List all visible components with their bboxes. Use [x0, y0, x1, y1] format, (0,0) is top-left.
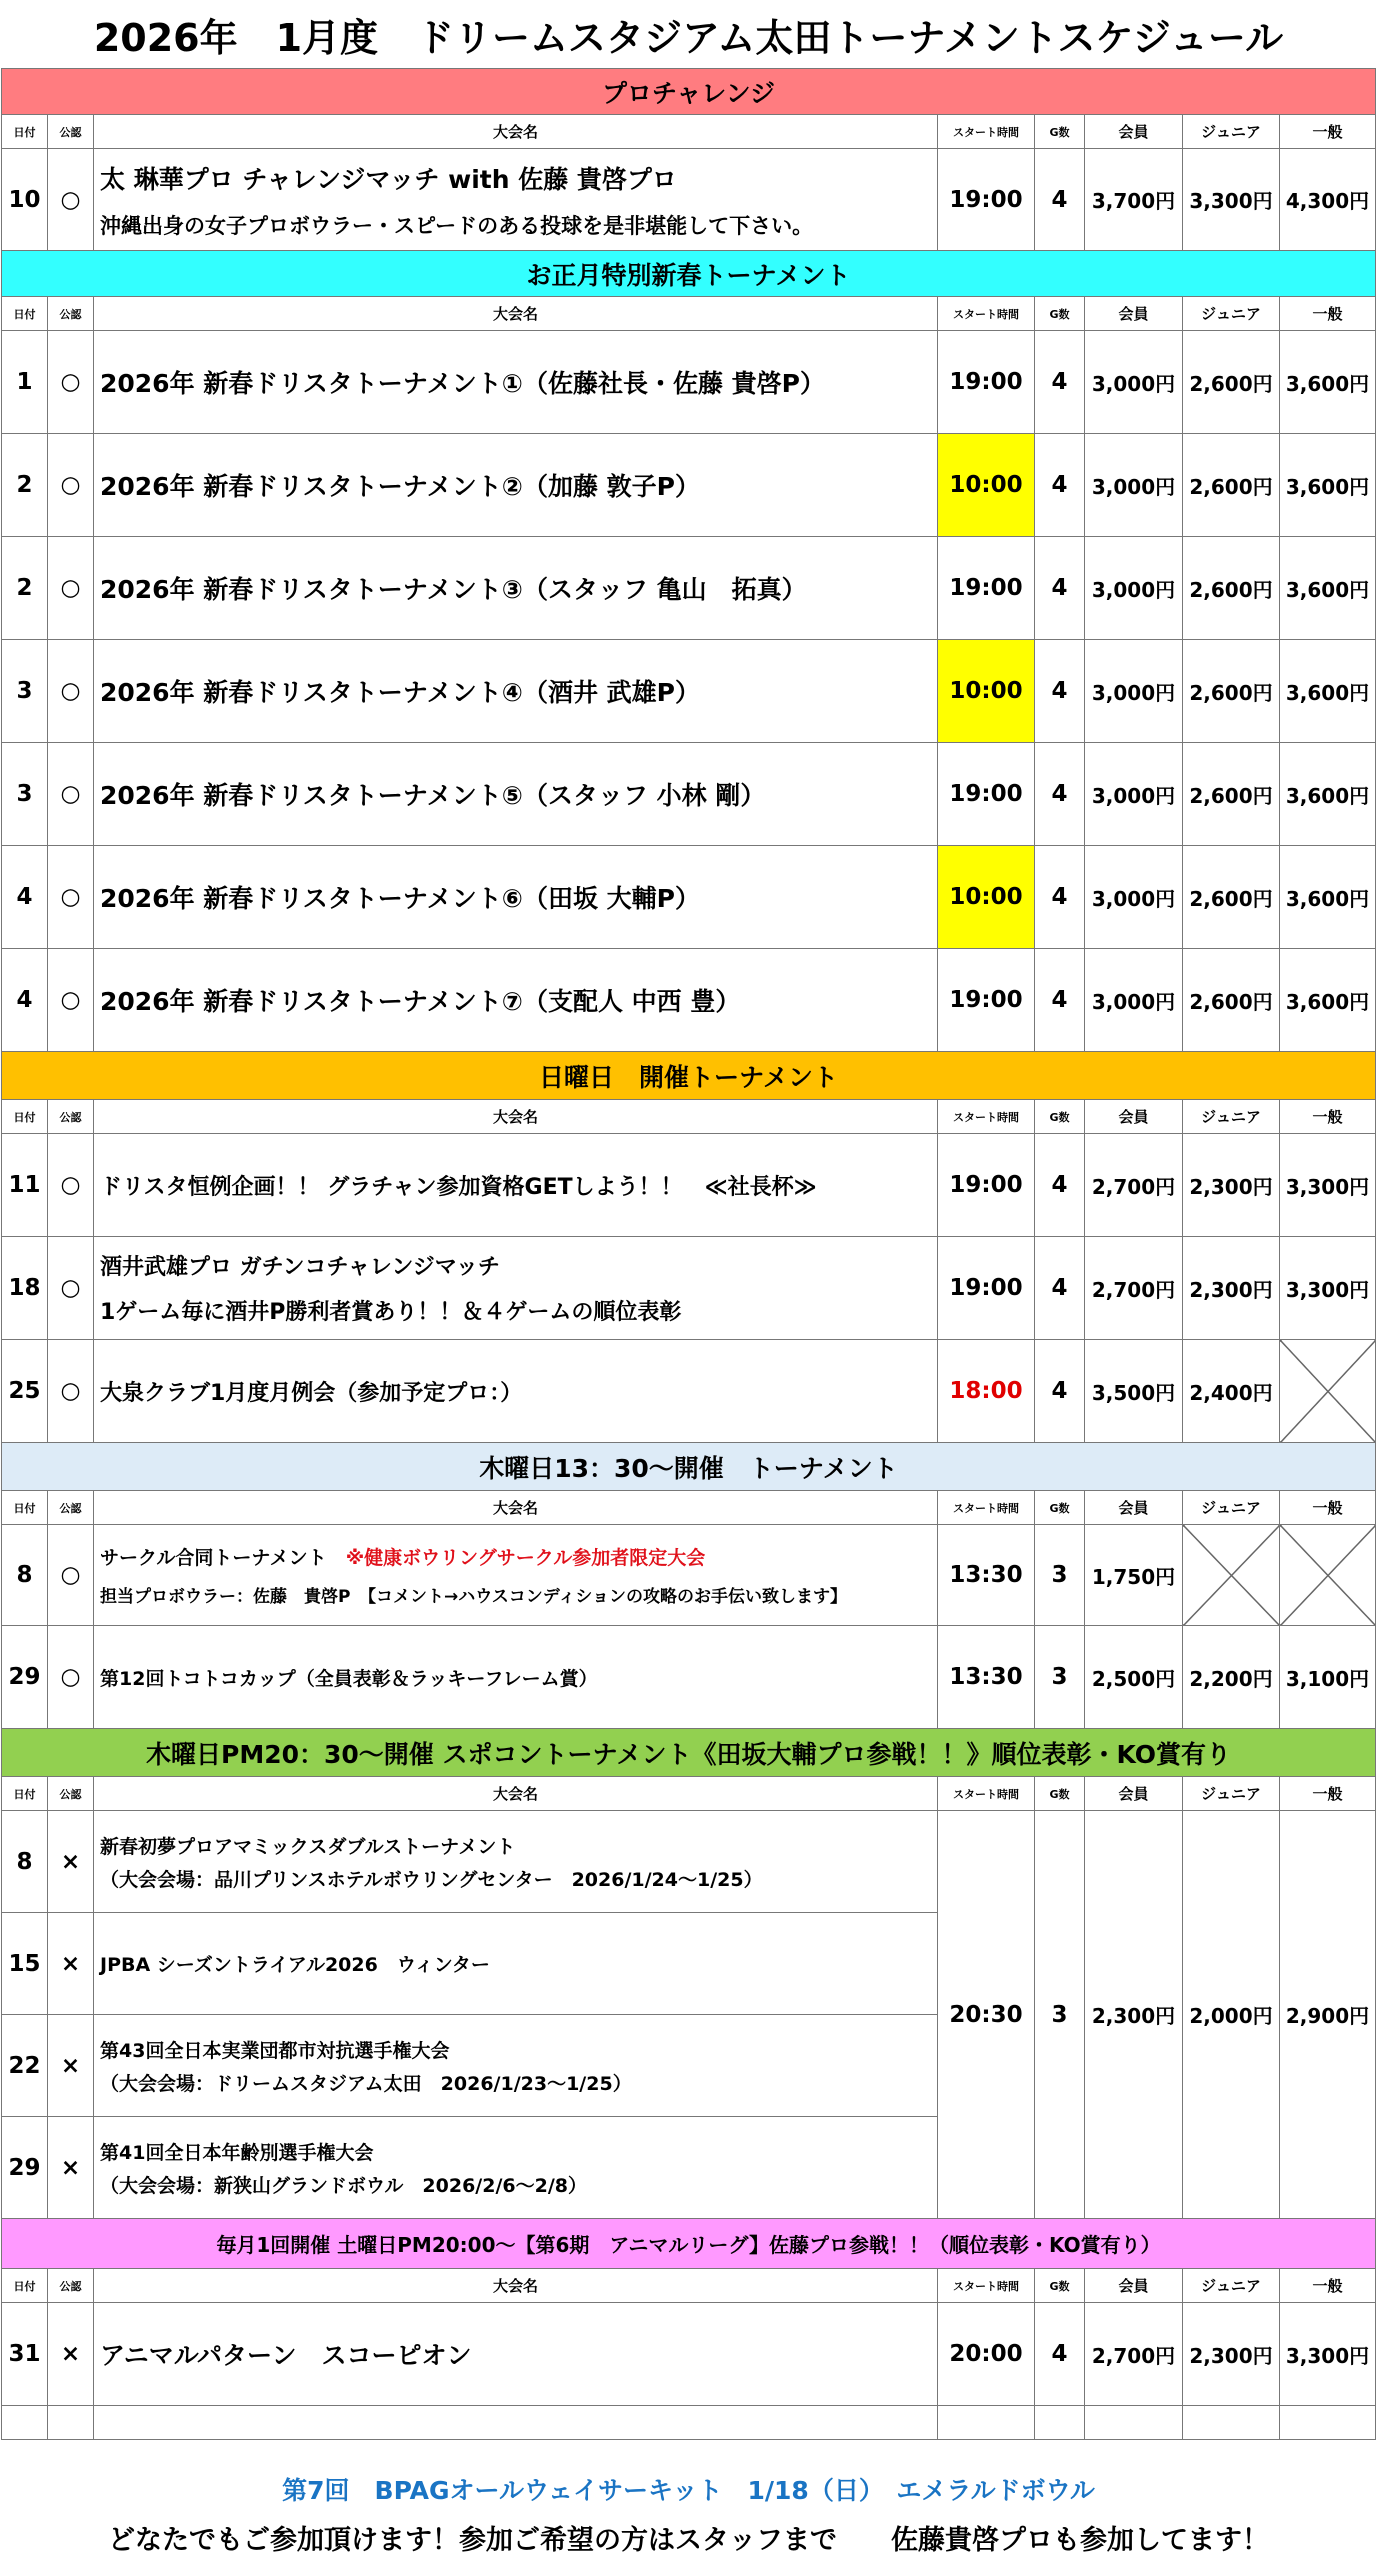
general-fee: 3,600円 [1280, 434, 1376, 537]
day-cell: 29 [2, 2117, 48, 2219]
event-name: 大泉クラブ1月度月例会（参加予定プロ：） [94, 1340, 938, 1443]
header-public: 公認 [48, 1777, 94, 1811]
day-cell: 10 [2, 149, 48, 251]
general-fee: 3,600円 [1280, 846, 1376, 949]
start-cell: 20:00 [938, 2303, 1035, 2406]
member-fee: 3,000円 [1085, 743, 1183, 846]
public-cell: × [48, 2015, 94, 2117]
day-cell: 25 [2, 1340, 48, 1443]
header-start: スタート時間 [938, 1491, 1035, 1525]
band-sunday [2, 1052, 1376, 1100]
day-cell: 29 [2, 1626, 48, 1729]
header-row [2, 2269, 1376, 2303]
event-name: 2026年 新春ドリスタトーナメント⑤（スタッフ 小林 剛） [94, 743, 938, 846]
header-junior: ジュニア [1183, 297, 1280, 331]
general-fee: 3,600円 [1280, 537, 1376, 640]
public-cell: ○ [48, 149, 94, 251]
header-games: G数 [1035, 2269, 1085, 2303]
junior-fee: 2,000円 [1183, 1811, 1280, 2219]
member-fee: 2,700円 [1085, 2303, 1183, 2406]
header-day: 日付 [2, 1100, 48, 1134]
header-day: 日付 [2, 1777, 48, 1811]
header-name: 大会名 [94, 1777, 938, 1811]
public-cell: ○ [48, 743, 94, 846]
footer-participation-notice: どなたでもご参加頂けます！参加ご希望の方はスタッフまで 佐藤貴啓プロも参加してます！ [108, 2525, 1269, 2556]
header-start: スタート時間 [938, 115, 1035, 149]
header-games: G数 [1035, 297, 1085, 331]
band-title: 木曜日PM20：30～開催 スポコントーナメント《田坂大輔プロ参戦！！》順位表彰・KO賞有り [2, 1729, 1376, 1777]
start-cell: 19:00 [938, 743, 1035, 846]
event-name: 第43回全日本実業団都市対抗選手権大会 [100, 2039, 450, 2062]
header-member: 会員 [1085, 1100, 1183, 1134]
event-name: サークル合同トーナメント [100, 1547, 327, 1569]
junior-fee: 2,600円 [1183, 846, 1280, 949]
band-title: 木曜日13：30～開催 トーナメント [2, 1443, 1376, 1491]
header-general: 一般 [1280, 1100, 1376, 1134]
start-cell: 13:30 [938, 1525, 1035, 1626]
header-day: 日付 [2, 2269, 48, 2303]
header-public: 公認 [48, 1100, 94, 1134]
junior-fee: 2,600円 [1183, 434, 1280, 537]
day-cell: 8 [2, 1811, 48, 1913]
general-fee: 3,300円 [1280, 1237, 1376, 1340]
event-description: 1ゲーム毎に酒井P勝利者賞あり！！＆４ゲームの順位表彰 [100, 1300, 682, 1325]
day-cell: 22 [2, 2015, 48, 2117]
junior-fee: 2,600円 [1183, 537, 1280, 640]
name-cell [94, 149, 938, 251]
general-fee: 3,600円 [1280, 331, 1376, 434]
public-cell: × [48, 2117, 94, 2219]
header-public: 公認 [48, 115, 94, 149]
header-start: スタート時間 [938, 2269, 1035, 2303]
header-junior: ジュニア [1183, 115, 1280, 149]
day-cell: 3 [2, 743, 48, 846]
header-day: 日付 [2, 297, 48, 331]
header-games: G数 [1035, 1777, 1085, 1811]
event-name: 2026年 新春ドリスタトーナメント⑦（支配人 中西 豊） [94, 949, 938, 1052]
table-row [2, 949, 1376, 1052]
schedule-table [1, 68, 1376, 2440]
header-row [2, 1100, 1376, 1134]
junior-fee: 2,300円 [1183, 1237, 1280, 1340]
games-cell: 4 [1035, 949, 1085, 1052]
header-day: 日付 [2, 1491, 48, 1525]
public-cell: ○ [48, 1626, 94, 1729]
games-cell: 4 [1035, 331, 1085, 434]
games-cell: 3 [1035, 1811, 1085, 2219]
table-row [2, 434, 1376, 537]
header-public: 公認 [48, 1491, 94, 1525]
games-cell: 4 [1035, 434, 1085, 537]
junior-fee: 2,300円 [1183, 2303, 1280, 2406]
junior-fee: 2,200円 [1183, 1626, 1280, 1729]
header-start: スタート時間 [938, 1777, 1035, 1811]
table-row [2, 149, 1376, 251]
start-cell: 19:00 [938, 1134, 1035, 1237]
header-junior: ジュニア [1183, 2269, 1280, 2303]
event-name: 第12回トコトコカップ（全員表彰＆ラッキーフレーム賞） [94, 1626, 938, 1729]
start-cell: 19:00 [938, 537, 1035, 640]
public-cell: ○ [48, 1525, 94, 1626]
band-title: 毎月1回開催 土曜日PM20:00～【第6期 アニマルリーグ】佐藤プロ参戦！！（順位表彰・KO賞有り） [2, 2219, 1376, 2269]
start-cell: 19:00 [938, 331, 1035, 434]
header-games: G数 [1035, 115, 1085, 149]
header-general: 一般 [1280, 2269, 1376, 2303]
table-row [2, 846, 1376, 949]
junior-fee: 2,600円 [1183, 640, 1280, 743]
header-row [2, 297, 1376, 331]
not-applicable-cell [1183, 1525, 1280, 1626]
band-thursday-night [2, 1729, 1376, 1777]
header-name: 大会名 [94, 297, 938, 331]
public-cell: × [48, 1913, 94, 2015]
header-start: スタート時間 [938, 297, 1035, 331]
name-cell [94, 1237, 938, 1340]
day-cell: 2 [2, 537, 48, 640]
header-name: 大会名 [94, 115, 938, 149]
junior-fee: 2,600円 [1183, 949, 1280, 1052]
member-fee: 3,000円 [1085, 846, 1183, 949]
header-public: 公認 [48, 2269, 94, 2303]
games-cell: 3 [1035, 1626, 1085, 1729]
event-name: 2026年 新春ドリスタトーナメント④（酒井 武雄P） [94, 640, 938, 743]
event-name: 2026年 新春ドリスタトーナメント②（加藤 敦子P） [94, 434, 938, 537]
header-general: 一般 [1280, 1491, 1376, 1525]
header-name: 大会名 [94, 1100, 938, 1134]
general-fee: 3,600円 [1280, 743, 1376, 846]
member-fee: 3,000円 [1085, 331, 1183, 434]
header-member: 会員 [1085, 2269, 1183, 2303]
header-member: 会員 [1085, 1491, 1183, 1525]
junior-fee: 2,400円 [1183, 1340, 1280, 1443]
start-cell: 19:00 [938, 949, 1035, 1052]
header-games: G数 [1035, 1491, 1085, 1525]
table-row [2, 743, 1376, 846]
header-day: 日付 [2, 115, 48, 149]
name-cell [94, 1811, 938, 1913]
event-venue: （大会会場：新狭山グランドボウル 2026/2/6～2/8） [100, 2174, 588, 2197]
games-cell: 4 [1035, 537, 1085, 640]
start-cell: 19:00 [938, 149, 1035, 251]
table-row [2, 1237, 1376, 1340]
games-cell: 4 [1035, 1134, 1085, 1237]
header-member: 会員 [1085, 115, 1183, 149]
table-row [2, 537, 1376, 640]
table-row [2, 1525, 1376, 1626]
member-fee: 3,700円 [1085, 149, 1183, 251]
event-name: 2026年 新春ドリスタトーナメント③（スタッフ 亀山 拓真） [94, 537, 938, 640]
games-cell: 4 [1035, 1340, 1085, 1443]
not-applicable-cell [1280, 1525, 1376, 1626]
junior-fee: 2,600円 [1183, 331, 1280, 434]
general-fee: 3,100円 [1280, 1626, 1376, 1729]
event-restriction: ※健康ボウリングサークル参加者限定大会 [345, 1547, 706, 1569]
table-row [2, 640, 1376, 743]
table-row [2, 1811, 1376, 1913]
day-cell: 18 [2, 1237, 48, 1340]
name-cell [94, 2015, 938, 2117]
general-fee: 3,300円 [1280, 1134, 1376, 1237]
header-public: 公認 [48, 297, 94, 331]
member-fee: 3,500円 [1085, 1340, 1183, 1443]
header-member: 会員 [1085, 297, 1183, 331]
event-name: ドリスタ恒例企画！！ グラチャン参加資格GETしよう！！ ≪社長杯≫ [94, 1134, 938, 1237]
band-title: 日曜日 開催トーナメント [2, 1052, 1376, 1100]
member-fee: 3,000円 [1085, 949, 1183, 1052]
member-fee: 1,750円 [1085, 1525, 1183, 1626]
junior-fee: 2,300円 [1183, 1134, 1280, 1237]
header-junior: ジュニア [1183, 1100, 1280, 1134]
start-cell: 10:00 [938, 434, 1035, 537]
start-cell: 10:00 [938, 640, 1035, 743]
games-cell: 4 [1035, 846, 1085, 949]
public-cell: ○ [48, 1134, 94, 1237]
header-name: 大会名 [94, 2269, 938, 2303]
empty-row [2, 2406, 1376, 2440]
day-cell: 2 [2, 434, 48, 537]
member-fee: 3,000円 [1085, 640, 1183, 743]
header-junior: ジュニア [1183, 1491, 1280, 1525]
footer-circuit-notice: 第7回 BPAGオールウェイサーキット 1/18（日） エメラルドボウル [282, 2476, 1095, 2505]
header-general: 一般 [1280, 1777, 1376, 1811]
start-cell: 13:30 [938, 1626, 1035, 1729]
general-fee: 2,900円 [1280, 1811, 1376, 2219]
table-row [2, 1134, 1376, 1237]
band-pro-challenge [2, 69, 1376, 115]
event-description: 沖縄出身の女子プロボウラー・スピードのある投球を是非堪能して下さい。 [100, 213, 814, 238]
event-name: 酒井武雄プロ ガチンコチャレンジマッチ [100, 1255, 500, 1280]
games-cell: 3 [1035, 1525, 1085, 1626]
header-junior: ジュニア [1183, 1777, 1280, 1811]
header-start: スタート時間 [938, 1100, 1035, 1134]
start-cell: 18:00 [938, 1340, 1035, 1443]
public-cell: ○ [48, 434, 94, 537]
event-venue: （大会会場：品川プリンスホテルボウリングセンター 2026/1/24～1/25） [100, 1868, 763, 1891]
public-cell: ○ [48, 1237, 94, 1340]
games-cell: 4 [1035, 149, 1085, 251]
table-row [2, 331, 1376, 434]
day-cell: 8 [2, 1525, 48, 1626]
games-cell: 4 [1035, 743, 1085, 846]
event-name: 太 琳華プロ チャレンジマッチ with 佐藤 貴啓プロ [100, 164, 677, 194]
header-row [2, 115, 1376, 149]
public-cell: ○ [48, 846, 94, 949]
event-name: アニマルパターン スコーピオン [94, 2303, 938, 2406]
not-applicable-cell [1280, 1340, 1376, 1443]
member-fee: 3,000円 [1085, 434, 1183, 537]
event-name: 第41回全日本年齢別選手権大会 [100, 2141, 374, 2164]
member-fee: 3,000円 [1085, 537, 1183, 640]
member-fee: 2,300円 [1085, 1811, 1183, 2219]
header-games: G数 [1035, 1100, 1085, 1134]
member-fee: 2,500円 [1085, 1626, 1183, 1729]
public-cell: ○ [48, 331, 94, 434]
junior-fee: 3,300円 [1183, 149, 1280, 251]
general-fee: 4,300円 [1280, 149, 1376, 251]
day-cell: 11 [2, 1134, 48, 1237]
general-fee: 3,600円 [1280, 949, 1376, 1052]
day-cell: 3 [2, 640, 48, 743]
name-cell [94, 1525, 938, 1626]
band-animal-league [2, 2219, 1376, 2269]
member-fee: 2,700円 [1085, 1134, 1183, 1237]
junior-fee: 2,600円 [1183, 743, 1280, 846]
band-new-year [2, 251, 1376, 297]
day-cell: 4 [2, 949, 48, 1052]
table-row [2, 2303, 1376, 2406]
event-name: JPBA シーズントライアル2026 ウィンター [94, 1913, 938, 2015]
day-cell: 31 [2, 2303, 48, 2406]
public-cell: ○ [48, 640, 94, 743]
start-cell: 19:00 [938, 1237, 1035, 1340]
band-title: お正月特別新春トーナメント [2, 251, 1376, 297]
event-name: 2026年 新春ドリスタトーナメント①（佐藤社長・佐藤 貴啓P） [94, 331, 938, 434]
start-cell: 20:30 [938, 1811, 1035, 2219]
band-title: プロチャレンジ [2, 69, 1376, 115]
header-row [2, 1491, 1376, 1525]
general-fee: 3,300円 [1280, 2303, 1376, 2406]
header-general: 一般 [1280, 297, 1376, 331]
page-title: 2026年 1月度 ドリームスタジアム太田トーナメントスケジュール [93, 15, 1284, 60]
public-cell: × [48, 2303, 94, 2406]
public-cell: × [48, 1811, 94, 1913]
event-venue: （大会会場：ドリームスタジアム太田 2026/1/23～1/25） [100, 2072, 632, 2095]
header-member: 会員 [1085, 1777, 1183, 1811]
band-thursday-day [2, 1443, 1376, 1491]
games-cell: 4 [1035, 1237, 1085, 1340]
start-cell: 10:00 [938, 846, 1035, 949]
general-fee: 3,600円 [1280, 640, 1376, 743]
name-cell [94, 2117, 938, 2219]
public-cell: ○ [48, 537, 94, 640]
table-row [2, 1340, 1376, 1443]
header-name: 大会名 [94, 1491, 938, 1525]
public-cell: ○ [48, 1340, 94, 1443]
table-row [2, 1626, 1376, 1729]
event-name: 新春初夢プロアマミックスダブルストーナメント [100, 1835, 516, 1858]
games-cell: 4 [1035, 2303, 1085, 2406]
member-fee: 2,700円 [1085, 1237, 1183, 1340]
games-cell: 4 [1035, 640, 1085, 743]
public-cell: ○ [48, 949, 94, 1052]
day-cell: 4 [2, 846, 48, 949]
day-cell: 15 [2, 1913, 48, 2015]
header-general: 一般 [1280, 115, 1376, 149]
event-name: 2026年 新春ドリスタトーナメント⑥（田坂 大輔P） [94, 846, 938, 949]
header-row [2, 1777, 1376, 1811]
day-cell: 1 [2, 331, 48, 434]
event-description: 担当プロボウラー：佐藤 貴啓P 【コメント→ハウスコンディションの攻略のお手伝い致します】 [100, 1587, 847, 1607]
